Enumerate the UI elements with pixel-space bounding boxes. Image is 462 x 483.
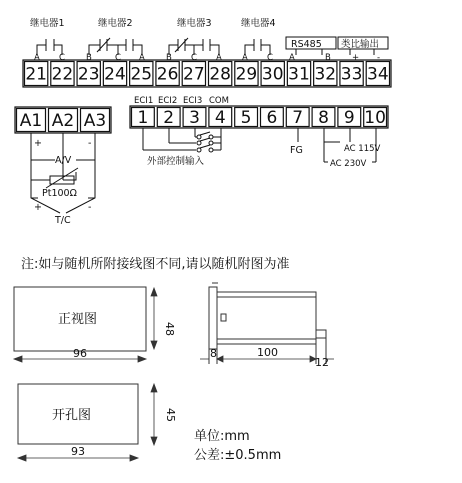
relay-3-pin-a: A — [216, 53, 222, 63]
bottom-terminal-label-10: 10 — [364, 108, 386, 128]
av-label: A/V — [55, 155, 72, 166]
cutout-height-dimension — [151, 384, 157, 445]
side-front-value: 8 — [210, 347, 217, 360]
switch-1-contact-a — [197, 148, 201, 152]
rs485-pin-a: A — [289, 53, 295, 63]
eci2-label: ECI2 — [158, 96, 178, 106]
cutout-height-arrow-top — [151, 384, 157, 392]
relay-4-label: 继电器4 — [241, 18, 276, 29]
rs485-pin-b: B — [325, 53, 331, 63]
top-terminal-label-30: 30 — [261, 64, 284, 85]
relay-3-pin-c: C — [191, 53, 197, 63]
top-terminal-label-28: 28 — [209, 64, 231, 85]
cutout-width-value: 93 — [71, 445, 85, 458]
front-width-arrow-left — [14, 356, 22, 362]
relay-2-pin-a: A — [139, 53, 145, 63]
relay-1-pin-c: C — [59, 53, 65, 63]
front-height-value: 48 — [163, 322, 176, 336]
sensor-terminal-strip — [15, 107, 111, 133]
side-view-latch — [221, 314, 226, 321]
unit-label: 单位:mm — [194, 429, 250, 444]
front-width-arrow-right — [138, 356, 146, 362]
sensor-terminal-label-A3: A3 — [83, 111, 107, 131]
relay-contacts — [37, 38, 270, 55]
top-terminal-label-26: 26 — [156, 64, 179, 85]
front-height-arrow-top — [151, 288, 157, 296]
bottom-terminal-label-2: 2 — [163, 108, 175, 128]
tolerance-label: 公差:±0.5mm — [194, 448, 282, 463]
tc-minus-sign: - — [88, 202, 92, 213]
relay-2-pin-b: B — [86, 53, 92, 63]
relay-2-label: 继电器2 — [98, 18, 133, 29]
bottom-terminal-label-5: 5 — [240, 108, 252, 128]
tc-label: T/C — [55, 215, 71, 226]
ac230-label: AC 230V — [330, 159, 367, 169]
sensor-terminal-label-A2: A2 — [51, 111, 75, 131]
relay-4-pin-a: A — [242, 53, 248, 63]
external-control-wiring — [143, 128, 221, 152]
analog-pin-minus: - — [377, 53, 381, 63]
bottom-terminal-label-9: 9 — [343, 108, 355, 128]
sensor-terminal-label-A1: A1 — [19, 111, 43, 131]
relay-1-pin-a: A — [34, 53, 40, 63]
cutout-title: 开孔图 — [52, 408, 92, 423]
cutout-height-arrow-bottom — [151, 437, 157, 445]
top-terminal-label-25: 25 — [130, 64, 153, 85]
top-terminal-label-32: 32 — [314, 64, 337, 85]
top-terminal-label-27: 27 — [183, 64, 205, 85]
bottom-terminal-label-7: 7 — [292, 108, 304, 128]
front-view — [14, 287, 176, 362]
switch-1-blade — [200, 145, 210, 148]
external-control-label: 外部控制输入 — [147, 156, 205, 167]
bottom-terminal-strip — [130, 106, 388, 128]
relay-1-label: 继电器1 — [30, 18, 65, 29]
pt100-label: Pt100Ω — [42, 188, 77, 199]
cutout-view — [18, 384, 177, 461]
bottom-terminal-label-3: 3 — [189, 108, 200, 128]
switch-2-contact-b — [209, 141, 213, 145]
switch-3-contact-b — [209, 135, 213, 139]
top-terminal-label-33: 33 — [340, 64, 363, 85]
cutout-height-value: 45 — [164, 408, 177, 422]
bottom-terminal-label-6: 6 — [266, 108, 278, 128]
analog-pin-plus: + — [352, 53, 360, 63]
switch-1-contact-b — [209, 148, 213, 152]
side-view-housing — [217, 292, 316, 344]
analog-output-block — [338, 37, 388, 63]
pt100-variable-arrow — [46, 168, 78, 188]
rs485-block — [286, 37, 336, 63]
front-view-title: 正视图 — [58, 312, 98, 327]
eci-labels — [134, 96, 229, 106]
side-view — [200, 283, 334, 369]
front-height-arrow-bottom — [151, 341, 157, 349]
switch-3-contact-a — [197, 135, 201, 139]
side-depth-arrow-left — [217, 356, 223, 362]
relay-2-pin-c: C — [115, 53, 121, 63]
eci3-label: ECI3 — [183, 96, 203, 106]
cutout-width-arrow-right — [130, 455, 138, 461]
switch-3-blade — [200, 132, 210, 135]
front-width-value: 96 — [73, 347, 87, 360]
ac115-label: AC 115V — [344, 144, 381, 154]
relay-3-label: 继电器3 — [177, 18, 212, 29]
side-back-value: 12 — [315, 356, 329, 369]
switch-2-contact-a — [197, 141, 201, 145]
fg-label: FG — [290, 145, 303, 156]
bottom-terminal-label-8: 8 — [318, 108, 329, 128]
relay-4-pin-c: C — [267, 53, 273, 63]
relay-labels — [30, 17, 276, 29]
front-height-dimension — [151, 288, 157, 349]
relay-3-pin-b: B — [166, 53, 172, 63]
switch-2-blade — [200, 138, 210, 141]
wiring-note: 注:如与随机所附接线图不同,请以随机附图为准 — [21, 257, 290, 272]
top-terminal-label-22: 22 — [51, 64, 74, 85]
top-terminal-label-31: 31 — [288, 64, 310, 85]
bottom-terminal-label-1: 1 — [137, 108, 149, 128]
tc-plus-sign: + — [34, 202, 42, 213]
cutout-width-arrow-left — [18, 455, 26, 461]
power-labels — [290, 144, 381, 169]
side-view-bezel — [209, 287, 217, 349]
bottom-terminal-label-4: 4 — [214, 108, 226, 128]
sensor-minus-sign: - — [88, 138, 92, 149]
sensor-plus-sign: + — [34, 138, 42, 149]
top-terminal-label-29: 29 — [235, 64, 258, 85]
eci1-label: ECI1 — [134, 96, 154, 106]
top-terminal-label-21: 21 — [25, 64, 47, 85]
top-terminal-label-24: 24 — [104, 64, 126, 85]
analog-output-label: 类比输出 — [341, 39, 380, 50]
top-terminal-label-34: 34 — [367, 64, 389, 85]
side-view-connector — [316, 330, 326, 338]
top-terminal-label-23: 23 — [77, 64, 100, 85]
side-depth-value: 100 — [257, 346, 278, 359]
com-label: COM — [209, 96, 229, 106]
top-terminal-strip — [23, 60, 391, 87]
rs485-label: RS485 — [291, 39, 322, 50]
